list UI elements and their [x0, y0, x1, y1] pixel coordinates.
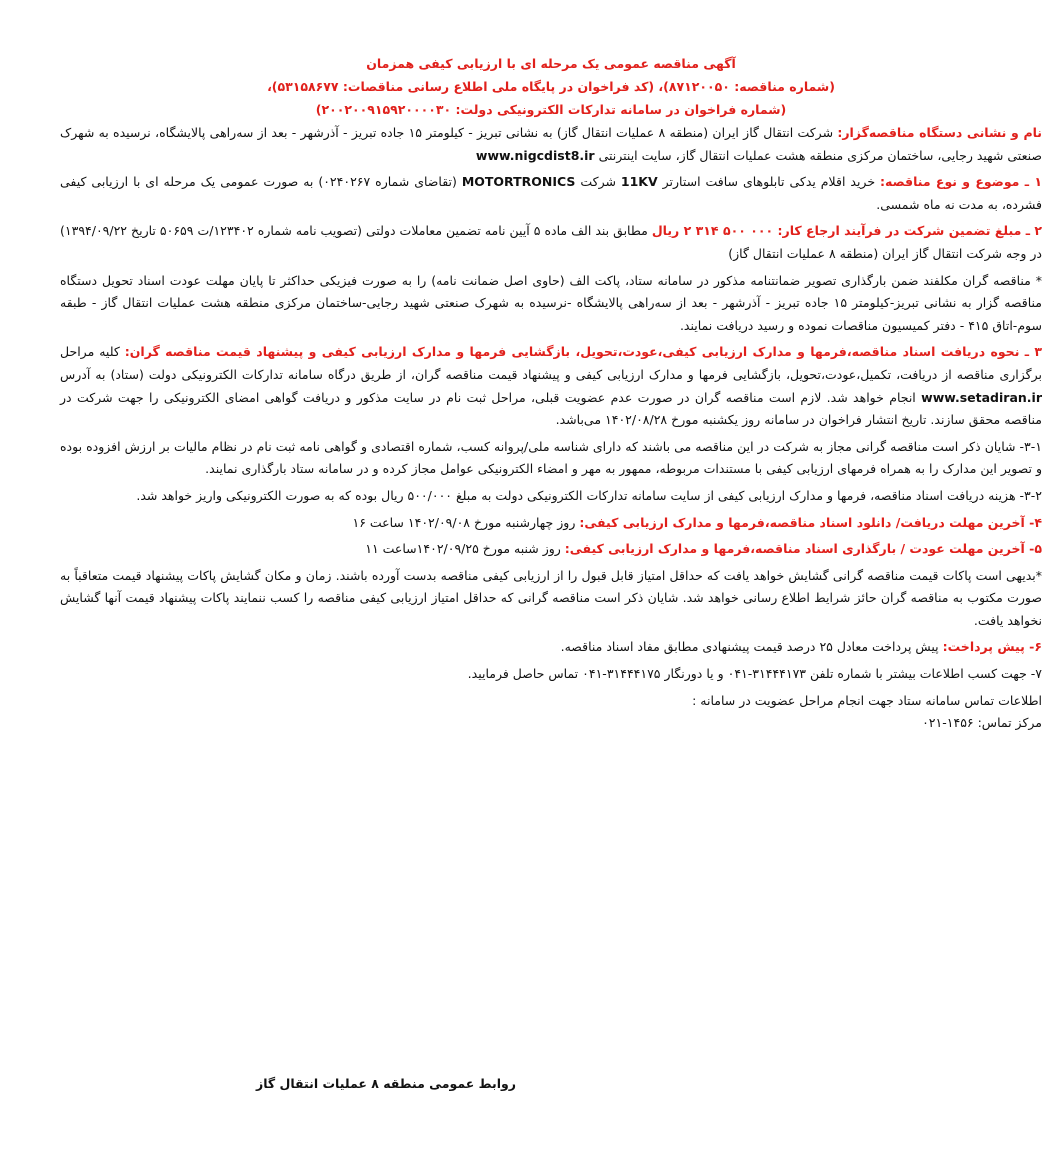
guarantee-label: ۲ ـ مبلغ تضمین شرکت در فرآیند ارجاع کار: ۰۰۰ ۵۰۰ ۳۱۴ ۲ ریال: [651, 223, 1043, 239]
download-deadline-text: روز چهارشنبه مورخ ۱۴۰۲/۰۹/۰۸ ساعت ۱۶: [352, 514, 580, 530]
guarantee-note: * مناقصه گران مکلفند ضمن بارگذاری تصویر ضمانتنامه مذکور در سامانه ستاد، پاکت الف (حاوی اصل ضمانت نامه) را به صورت فیزیکی حداکثر تا پایان مهلت عودت اسناد تحویل دستگاه مناقصه گزار به نشانی تبریز-کیلومتر ۱۵ جاده تبریز - آذرشهر - بعد از سه‌راهی پالایشگاه -نرسیده به شهرک صنعتی شهید رجایی-ساختمان مرکزی منطقه هشت عملیات انتقال گاز - طبقه سوم-اتاق ۴۱۵ - دفتر کمیسیون مناقصات نموده و رسید دریافت نمایند.: [60, 272, 1042, 333]
section-7-contact: ۷- جهت کسب اطلاعات بیشتر با شماره تلفن ۳۱۴۴۴۱۷۳-۰۴۱ و یا دورنگار ۳۱۴۴۴۱۷۵-۰۴۱ تماس حاصل فرمایید.: [467, 666, 1042, 682]
procedure-text-a: کلیه مراحل برگزاری مناقصه از دریافت، تکمیل،عودت،تحویل، بازگشایی فرمها و مدارک ارزیابی کیفی و پیشنهاد قیمت مناقصه گران، از طریق درگاه سامانه تدارکات الکترونیکی دولت (ستاد) به آدرس: [60, 344, 1042, 382]
tender-number-line: (شماره مناقصه: ۸۷۱۲۰۰۵۰)، (کد فراخوان در پایگاه ملی اطلاع رسانی مناقصات: ۵۳۱۵۸۶۷۷)،: [267, 79, 835, 94]
download-deadline-label: ۴- آخرین مهلت دریافت/ دانلود اسناد مناقصه،فرمها و مدارک ارزیابی کیفی:: [579, 514, 1042, 530]
organizer-label: نام و نشانی دستگاه مناقصه‌گزار:: [837, 125, 1043, 140]
setad-website-link[interactable]: www.setadiran.ir: [921, 389, 1042, 405]
tender-notice: [60, 52, 1042, 739]
section-3-2: ۳-۲- هزینه دریافت اسناد مناقصه، فرمها و مدارک ارزیابی کیفی از سایت سامانه تدارکات الکترونیکی دولت به مبلغ ۵۰۰/۰۰۰ ریال بوده که به صورت الکترونیکی واریز خواهد شد.: [136, 487, 1042, 503]
procedure-text-b: انجام خواهد شد. لازم است مناقصه گران در صورت عدم عضویت قبلی، مراحل ثبت نام در سایت مذکور و دریافت گواهی امضای الکترونیکی را جهت شرکت در مناقصه محقق سازند. تاریخ انتشار فراخوان در سامانه روز یکشنبه مورخ ۱۴۰۲/۰۸/۲۸ می‌باشد.: [60, 389, 1042, 428]
section-4-download-deadline: [60, 512, 1042, 535]
section-2-guarantee: [60, 220, 1042, 265]
prepayment-label: ۶- پیش پرداخت:: [942, 639, 1042, 655]
subject-kv: 11KV: [620, 174, 658, 190]
contact-center: مرکز تماس: ۱۴۵۶-۰۲۱: [922, 715, 1042, 731]
upload-deadline-label: ۵- آخرین مهلت عودت / بارگذاری اسناد مناقصه،فرمها و مدارک ارزیابی کیفی:: [564, 541, 1042, 557]
signature: روابط عمومی منطقه ۸ عملیات انتقال گاز: [256, 1076, 516, 1091]
subject-brand: MOTORTRONICS: [461, 174, 576, 190]
prepayment-text: پیش پرداخت معادل ۲۵ درصد قیمت پیشنهادی مطابق مفاد اسناد مناقصه.: [560, 639, 943, 655]
setad-number-line: (شماره فراخوان در سامانه تدارکات الکترونیکی دولت: ۲۰۰۲۰۰۹۱۵۹۲۰۰۰۰۳۰): [315, 102, 787, 117]
subject-text-c: (تقاضای شماره ۰۲۴۰۲۶۷) به صورت عمومی یک مرحله ای با ارزیابی کیفی فشرده، به مدت نه ماه شمسی.: [60, 174, 1042, 212]
contact-title: اطلاعات تماس سامانه ستاد جهت انجام مراحل عضویت در سامانه :: [692, 692, 1042, 708]
notice-body: [60, 122, 1042, 735]
subject-label: ۱ ـ موضوع و نوع مناقصه:: [879, 174, 1042, 190]
notice-header: [60, 52, 1042, 121]
organizer-text: شرکت انتقال گاز ایران (منطقه ۸ عملیات انتقال گاز) به نشانی تبریز - کیلومتر ۱۵ جاده تبریز - آذرشهر - بعد از سه‌راهی پالایشگاه، نرسیده به شهرک صنعتی شهید رجایی، ساختمان مرکزی منطقه هشت عملیات انتقال گاز، سایت اینترنتی: [60, 125, 1042, 163]
section-3-procedure: [60, 341, 1042, 431]
section-6-prepayment: [60, 636, 1042, 659]
subject-text-a: خرید اقلام یدکی تابلوهای سافت استارتر: [657, 174, 880, 190]
section-5-upload-deadline: [60, 538, 1042, 561]
notice-title: آگهی مناقصه عمومی یک مرحله ای با ارزیابی کیفی همزمان: [366, 56, 736, 71]
guarantee-text: مطابق بند الف ماده ۵ آیین نامه تضمین معاملات دولتی (تصویب نامه شماره ۱۲۳۴۰۲/ت ۵۰۶۵۹ تاریخ ۱۳۹۴/۰۹/۲۲) در وجه شرکت انتقال گاز ایران (منطقه ۸ عملیات انتقال گاز): [60, 223, 1042, 261]
subject-text-b: شرکت: [575, 174, 621, 190]
opening-note: *بدیهی است پاکات قیمت مناقصه گرانی گشایش خواهد یافت که حداقل امتیاز قابل قبول را از ارزیابی کیفی مناقصه بدست آورده باشند. زمان و مکان گشایش پاکات پیشنهاد قیمت متعاقباً به صورت مکتوب به مناقصه گران حائز شرایط اطلاع رسانی خواهد شد. شایان ذکر است مناقصه گرانی که حداقل امتیاز ارزیابی کیفی مناقصه را کسب ننمایند پاکات پیشنهاد قیمت آنها گشایش نخواهد یافت.: [60, 567, 1042, 628]
section-organizer: [60, 122, 1042, 167]
organizer-website-link[interactable]: www.nigcdist8.ir: [475, 147, 595, 163]
section-3-1: ۳-۱- شایان ذکر است مناقصه گرانی مجاز به شرکت در این مناقصه می باشند که دارای شناسه ملی/پروانه کسب، شماره اقتصادی و گواهی نامه ثبت نام در نظام مالیات بر ارزش افزوده بوده و تصویر این مدارک را به همراه فرمهای ارزیابی کیفی با مستندات مربوطه، ممهور به مهر و امضاء الکترونیکی عوامل مجاز کرده و در سامانه ستاد بارگذاری نمایند.: [60, 438, 1042, 477]
procedure-label: ۳ ـ نحوه دریافت اسناد مناقصه،فرمها و مدارک ارزیابی کیفی،عودت،تحویل، بازگشایی فرمها و مدارک ارزیابی کیفی و پیشنهاد قیمت مناقصه گران:: [124, 344, 1042, 360]
upload-deadline-text: روز شنبه مورخ ۱۴۰۲/۰۹/۲۵ساعت ۱۱: [365, 541, 565, 557]
section-1-subject: [60, 171, 1042, 216]
